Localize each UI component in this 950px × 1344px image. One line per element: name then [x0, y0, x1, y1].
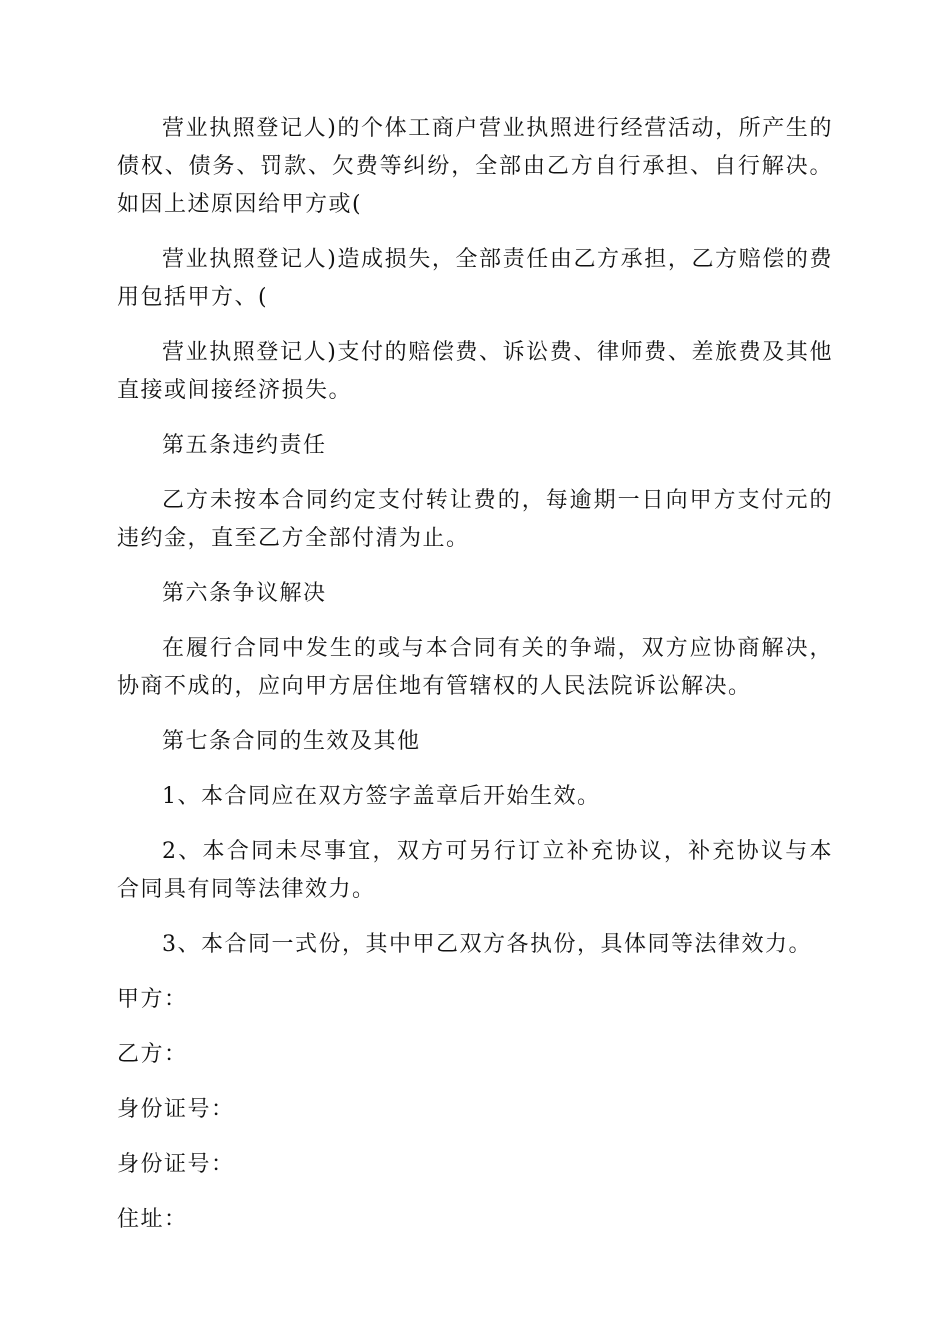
section-heading-breach-liability: 第五条违约责任	[162, 433, 327, 458]
document-body	[117, 110, 833, 1256]
section-heading-effect-and-other: 第七条合同的生效及其他	[162, 729, 421, 754]
signature-id-number: 身份证号：	[117, 1152, 235, 1177]
clause-item-3: 3、本合同一式份，其中甲乙双方各执份，具体同等法律效力。	[162, 932, 812, 957]
signature-address: 住址：	[117, 1207, 188, 1232]
clause-item-2: 2、本合同未尽事宜，双方可另行订立补充协议，补充协议与本合同具有同等法律效力。	[117, 839, 833, 902]
clause-paragraph: 营业执照登记人)支付的赔偿费、诉讼费、律师费、差旅费及其他直接或间接经济损失。	[117, 340, 833, 403]
signature-party-b: 乙方：	[117, 1042, 188, 1067]
clause-paragraph: 营业执照登记人)造成损失，全部责任由乙方承担，乙方赔偿的费用包括甲方、(	[117, 247, 833, 310]
clause-paragraph: 在履行合同中发生的或与本合同有关的争端，双方应协商解决，协商不成的，应向甲方居住地有管辖权的人民法院诉讼解决。	[117, 636, 833, 699]
signature-party-a: 甲方：	[117, 987, 188, 1012]
signature-id-number: 身份证号：	[117, 1097, 235, 1122]
clause-item-1: 1、本合同应在双方签字盖章后开始生效。	[162, 784, 601, 809]
section-heading-dispute-resolution: 第六条争议解决	[162, 581, 327, 606]
clause-paragraph: 乙方未按本合同约定支付转让费的，每逾期一日向甲方支付元的违约金，直至乙方全部付清为止。	[117, 488, 833, 551]
clause-paragraph: 营业执照登记人)的个体工商户营业执照进行经营活动，所产生的债权、债务、罚款、欠费等纠纷，全部由乙方自行承担、自行解决。如因上述原因给甲方或(	[117, 116, 833, 217]
